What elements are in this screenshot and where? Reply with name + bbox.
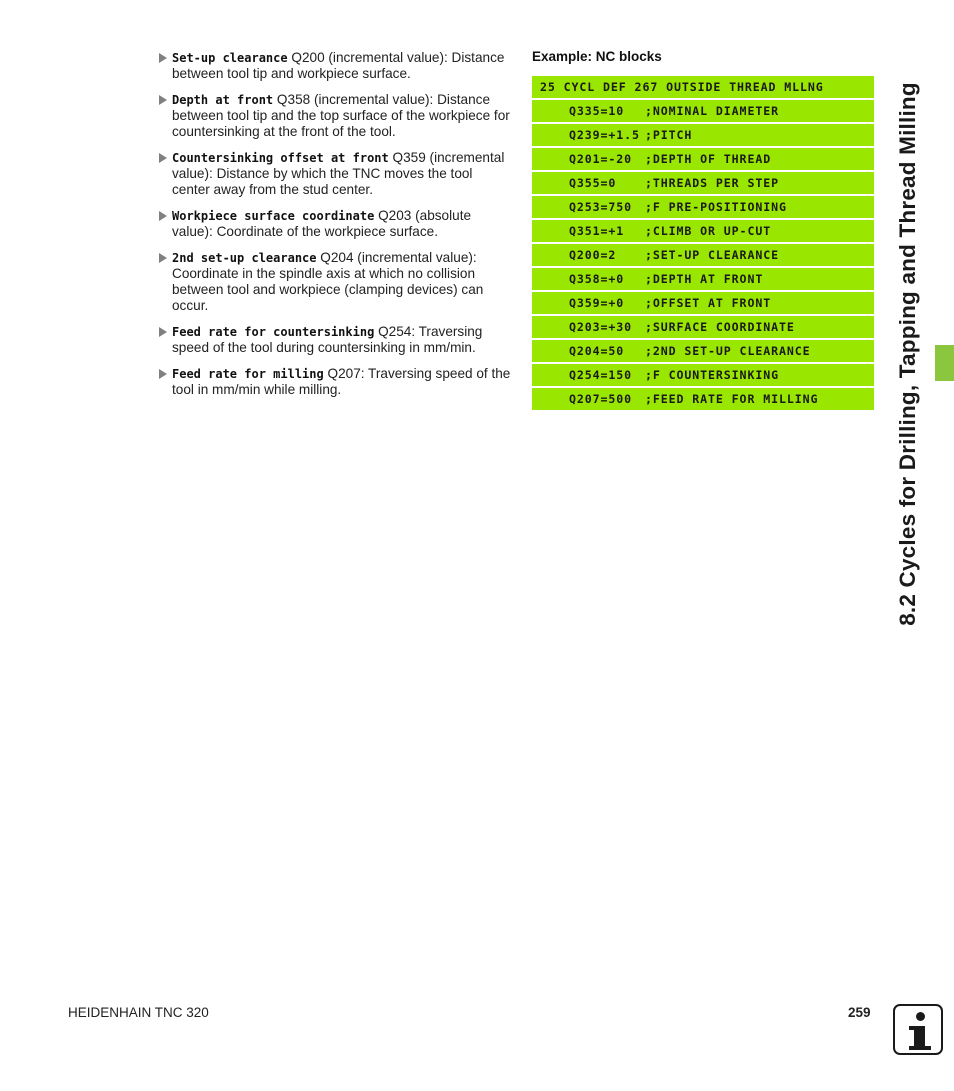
- nc-block-row: [532, 244, 874, 266]
- nc-q-parameter: Q204=50: [569, 344, 625, 358]
- nc-block-row: [532, 364, 874, 386]
- nc-q-parameter: Q254=150: [569, 368, 633, 382]
- parameter-list: [159, 50, 511, 408]
- parameter-code: Depth at front: [172, 93, 274, 107]
- nc-comment: ;SET-UP CLEARANCE: [645, 248, 779, 262]
- nc-q-parameter: Q239=+1.5: [569, 128, 640, 142]
- nc-block-row: [532, 148, 874, 170]
- nc-block-row: [532, 220, 874, 242]
- parameter-item: [159, 92, 511, 140]
- triangle-bullet-icon: [159, 369, 167, 379]
- parameter-description: Q207: Traversing speed of the tool in mm/min while milling.: [172, 366, 511, 397]
- nc-comment: ;DEPTH OF THREAD: [645, 152, 772, 166]
- side-chapter-title-text: 8.2 Cycles for Drilling, Tapping and Thread Milling: [895, 81, 920, 626]
- parameter-item: [159, 150, 511, 198]
- parameter-description: Q200 (incremental value): Distance between tool tip and workpiece surface.: [172, 50, 505, 81]
- side-chapter-title: [878, 50, 938, 657]
- nc-q-parameter: Q335=10: [569, 104, 625, 118]
- parameter-item: [159, 50, 511, 82]
- nc-comment: ;THREADS PER STEP: [645, 176, 779, 190]
- nc-q-parameter: Q203=+30: [569, 320, 633, 334]
- nc-block-row: [532, 196, 874, 218]
- parameter-description: Q359 (incremental value): Distance by which the TNC moves the tool center away from the stud center.: [172, 150, 505, 197]
- footer-product-name: HEIDENHAIN TNC 320: [68, 1005, 209, 1020]
- nc-comment: ;2ND SET-UP CLEARANCE: [645, 344, 811, 358]
- parameter-item: [159, 250, 511, 314]
- nc-q-parameter: Q207=500: [569, 392, 633, 406]
- parameter-description: Q203 (absolute value): Coordinate of the workpiece surface.: [172, 208, 472, 239]
- nc-q-parameter: Q253=750: [569, 200, 633, 214]
- nc-block-row: [532, 388, 874, 410]
- parameter-description: Q358 (incremental value): Distance between tool tip and the top surface of the workpiece for countersinking at the front of the tool.: [172, 92, 510, 139]
- nc-comment: ;DEPTH AT FRONT: [645, 272, 764, 286]
- parameter-code: Workpiece surface coordinate: [172, 209, 375, 223]
- nc-q-parameter: Q355=0: [569, 176, 617, 190]
- nc-comment: ;CLIMB OR UP-CUT: [645, 224, 772, 238]
- nc-q-parameter: Q351=+1: [569, 224, 625, 238]
- nc-block-row: [532, 316, 874, 338]
- nc-comment: ;SURFACE COORDINATE: [645, 320, 795, 334]
- page-number: 259: [848, 1005, 871, 1020]
- nc-q-parameter: Q358=+0: [569, 272, 625, 286]
- triangle-bullet-icon: [159, 53, 167, 63]
- parameter-description: Q204 (incremental value): Coordinate in the spindle axis at which no collision between tool and workpiece (clamping devices) can occur.: [172, 250, 484, 313]
- parameter-code: Feed rate for milling: [172, 367, 324, 381]
- nc-block-row: [532, 340, 874, 362]
- parameter-item: [159, 324, 511, 356]
- nc-comment: ;OFFSET AT FRONT: [645, 296, 772, 310]
- nc-comment: ;FEED RATE FOR MILLING: [645, 392, 819, 406]
- parameter-code: 2nd set-up clearance: [172, 251, 317, 265]
- nc-comment: ;PITCH: [645, 128, 693, 142]
- parameter-code: Countersinking offset at front: [172, 151, 389, 165]
- nc-block-first-line: 25 CYCL DEF 267 OUTSIDE THREAD MLLNG: [532, 76, 874, 98]
- parameter-item: [159, 366, 511, 398]
- nc-block-row: [532, 172, 874, 194]
- nc-comment: ;F COUNTERSINKING: [645, 368, 779, 382]
- parameter-description: Q254: Traversing speed of the tool during countersinking in mm/min.: [172, 324, 483, 355]
- triangle-bullet-icon: [159, 327, 167, 337]
- nc-block-table: [532, 76, 874, 412]
- triangle-bullet-icon: [159, 253, 167, 263]
- parameter-code: Set-up clearance: [172, 51, 288, 65]
- nc-block-row: [532, 100, 874, 122]
- nc-comment: ;F PRE-POSITIONING: [645, 200, 787, 214]
- example-title: Example: NC blocks: [532, 49, 662, 64]
- nc-comment: ;NOMINAL DIAMETER: [645, 104, 779, 118]
- parameter-item: [159, 208, 511, 240]
- triangle-bullet-icon: [159, 95, 167, 105]
- nc-block-row: [532, 292, 874, 314]
- nc-q-parameter: Q200=2: [569, 248, 617, 262]
- triangle-bullet-icon: [159, 153, 167, 163]
- nc-block-row: [532, 268, 874, 290]
- nc-q-parameter: Q201=-20: [569, 152, 633, 166]
- info-icon: [893, 1004, 943, 1055]
- parameter-code: Feed rate for countersinking: [172, 325, 375, 339]
- nc-block-row: [532, 124, 874, 146]
- triangle-bullet-icon: [159, 211, 167, 221]
- nc-q-parameter: Q359=+0: [569, 296, 625, 310]
